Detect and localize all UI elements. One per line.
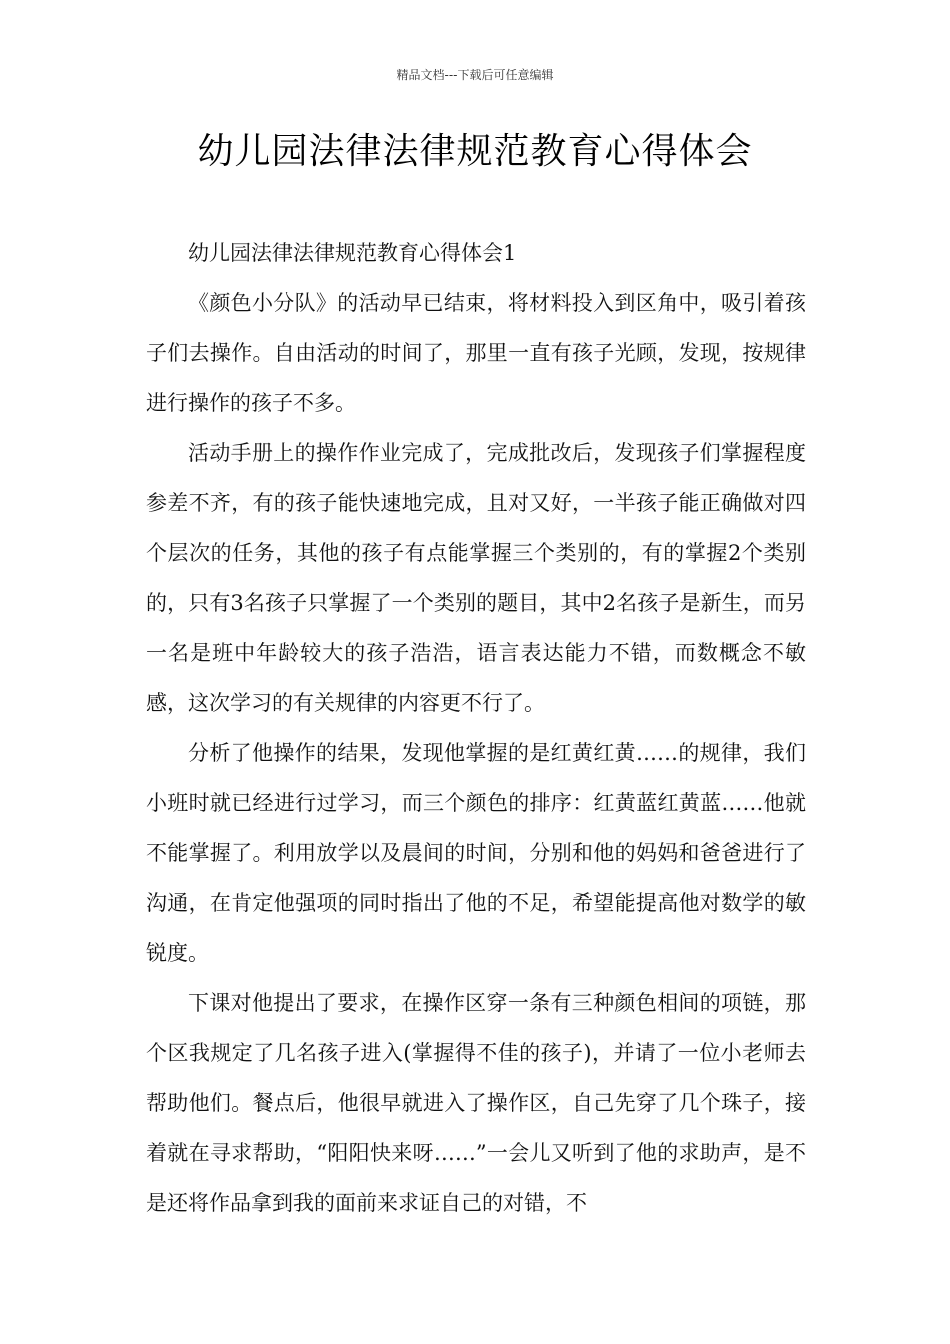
document-body: [146, 228, 806, 1228]
section-subtitle: 幼儿园法律法律规范教育心得体会1: [188, 241, 517, 265]
paragraph-2: 活动手册上的操作作业完成了，完成批改后，发现孩子们掌握程度参差不齐，有的孩子能快速地完成，且对又好，一半孩子能正确做对四个层次的任务，其他的孩子有点能掌握三个类别的，有的掌握2个类别的，只有3名孩子只掌握了一个类别的题目，其中2名孩子是新生，而另一名是班中年龄较大的孩子浩浩，语言表达能力不错，而数概念不敏感，这次学习的有关规律的内容更不行了。: [146, 441, 806, 715]
paragraph-1: 《颜色小分队》的活动早已结束，将材料投入到区角中，吸引着孩子们去操作。自由活动的时间了，那里一直有孩子光顾，发现，按规律进行操作的孩子不多。: [146, 291, 806, 415]
paragraph-3: 分析了他操作的结果，发现他掌握的是红黄红黄……的规律，我们小班时就已经进行过学习，而三个颜色的排序：红黄蓝红黄蓝……他就不能掌握了。利用放学以及晨间的时间，分别和他的妈妈和爸爸进行了沟通，在肯定他强项的同时指出了他的不足，希望能提高他对数学的敏锐度。: [146, 741, 806, 965]
paragraph-4: 下课对他提出了要求，在操作区穿一条有三种颜色相间的项链，那个区我规定了几名孩子进入(掌握得不佳的孩子)，并请了一位小老师去帮助他们。餐点后，他很早就进入了操作区，自己先穿了几个珠子，接着就在寻求帮助，“阳阳快来呀……”一会儿又听到了他的求助声，是不是还将作品拿到我的面前来求证自己的对错，不: [146, 991, 806, 1215]
document-title: 幼儿园法律法律规范教育心得体会: [197, 131, 753, 172]
header-note: 精品文档---下载后可任意编辑: [396, 68, 554, 82]
